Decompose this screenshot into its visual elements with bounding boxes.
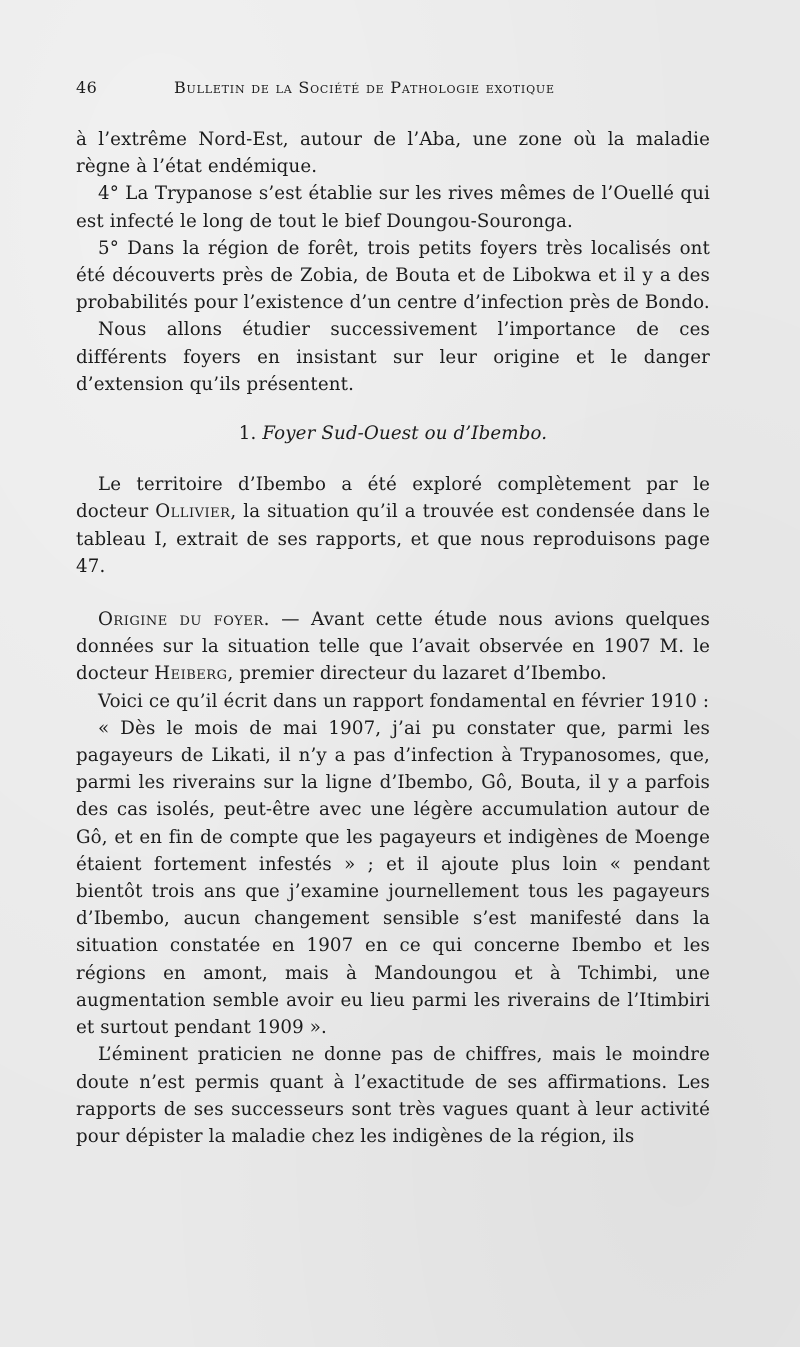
paragraph-6-text-1: — Avant cette étude nous avions quelques données sur la situation telle que l’avait observée en 1907 M. le docteur <box>76 609 710 685</box>
section-heading <box>76 420 710 447</box>
paragraph-5-after: , la situation qu’il a trouvée est condensée dans le tableau I, extrait de ses rapports, et que nous reproduisons page 47. <box>76 501 710 577</box>
article-body <box>76 126 710 1150</box>
paragraph-8-quote: « Dès le mois de mai 1907, j’ai pu constater que, parmi les pagayeurs de Likati, il n’y a pas d’infection à Trypanosomes, que, parmi les riverains sur la ligne d’Ibembo, Gô, Bouta, il y a parfois des cas isolés, peut-être avec une légère accumulation autour de Gô, et en fin de compte que les pagayeurs et indigènes de Moenge étaient fortement infestés » ; et il ajoute plus loin « pendant bientôt trois ans que j’examine journellement tous les pagayeurs d’Ibembo, aucun changement sensible s’est manifesté dans la situation constatée en 1907 en ce qui concerne Ibembo et les régions en amont, mais à Mandoungou et à Tchimbi, une augmentation semble avoir eu lieu parmi les riverains de l’Itimbiri et surtout pendant 1909 ». <box>76 717 710 1039</box>
section-number: 1. <box>238 423 257 445</box>
page-header <box>76 78 724 104</box>
section-title: Foyer Sud-Ouest ou d’Ibembo. <box>262 423 548 445</box>
paragraph-7: Voici ce qu’il écrit dans un rapport fondamental en février 1910 : <box>98 690 710 712</box>
paragraph-gap <box>76 580 710 606</box>
paragraph-5-before: Le territoire d’Ibembo a été exploré complètement par le docteur <box>76 474 710 523</box>
paragraph-4: Nous allons étudier successivement l’importance de ces différents foyers en insistant sur leur origine et le danger d’extension qu’ils présentent. <box>76 319 710 395</box>
paragraph-1: à l’extrême Nord-Est, autour de l’Aba, une zone où la maladie règne à l’état endémique. <box>76 129 710 178</box>
paragraph-5 <box>76 471 710 580</box>
author-name-heiberg: Heiberg <box>154 663 228 685</box>
subsection-lead: Origine du foyer. <box>98 609 270 631</box>
paragraph-3: 5° Dans la région de forêt, trois petits foyers très localisés ont été découverts près de Zobia, de Bouta et de Libokwa et il y a des probabilités pour l’existence d’un centre d’infection près de Bondo. <box>76 237 710 314</box>
page-number: 46 <box>76 78 98 97</box>
paragraph-9: L’éminent praticien ne donne pas de chiffres, mais le moindre doute n’est permis quant à l’exactitude de ses affirmations. Les rapports de ses successeurs sont très vagues quant à leur activité pour dépister la maladie chez les indigènes de la région, ils <box>76 1044 710 1147</box>
paragraph-6 <box>76 606 710 688</box>
running-head: Bulletin de la Société de Pathologie exotique <box>174 78 555 97</box>
paragraph-2: 4° La Trypanose s’est établie sur les rives mêmes de l’Ouellé qui est infecté le long de tout le bief Doungou-Souronga. <box>76 183 710 232</box>
author-name-ollivier: Ollivier <box>155 501 231 523</box>
paragraph-6-text-2: , premier directeur du lazaret d’Ibembo. <box>227 663 607 685</box>
